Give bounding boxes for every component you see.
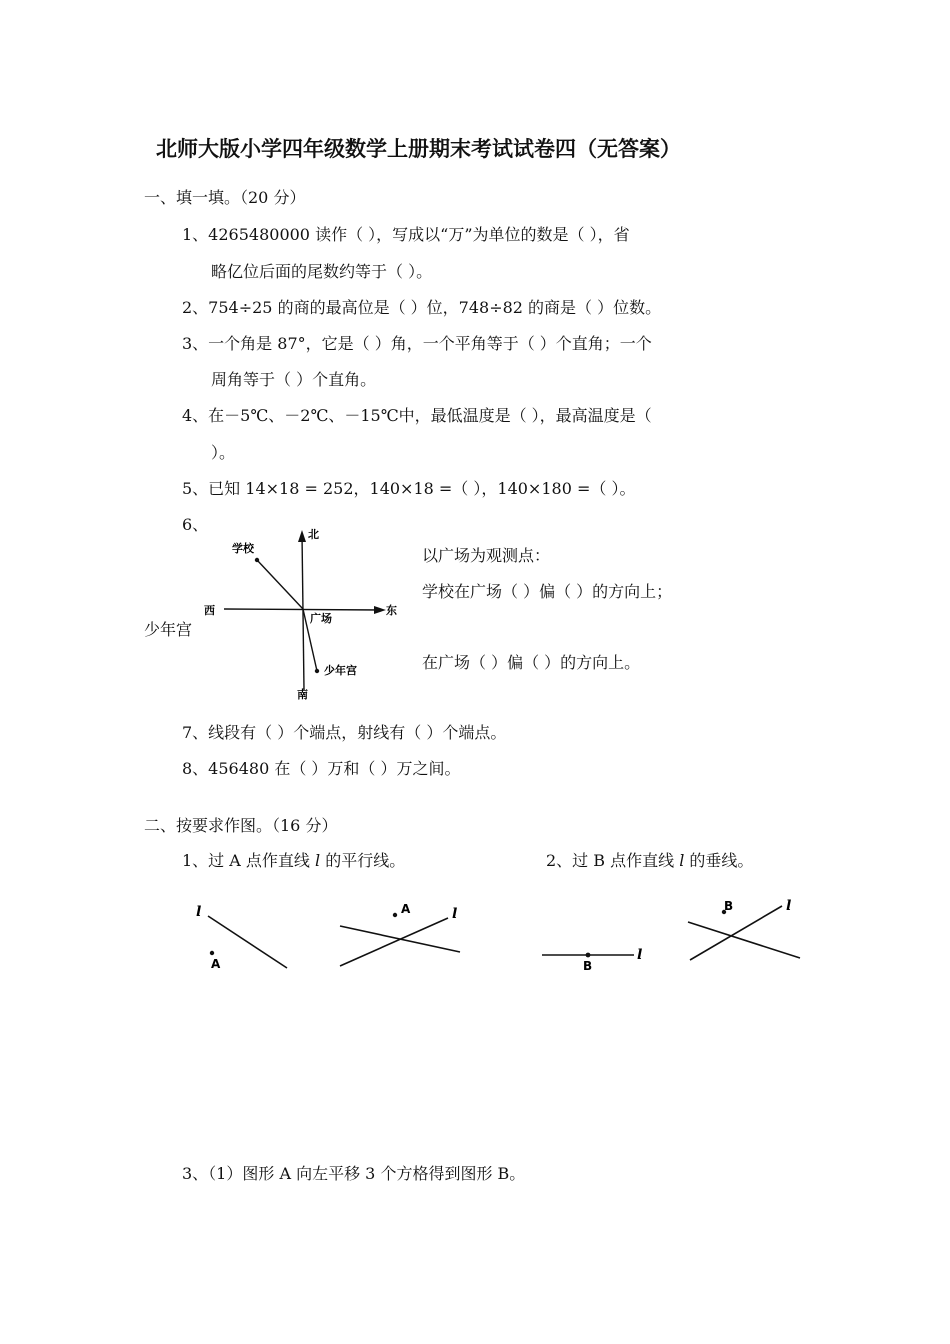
line-l-label: l: [452, 906, 458, 922]
drawing-question-3: 3、（1）图形 A 向左平移 3 个方格得到图形 B。: [182, 1164, 526, 1183]
point-a: [393, 913, 397, 917]
youth-palace-point: [315, 669, 319, 673]
section2-heading: 二、按要求作图。（16 分）: [144, 816, 338, 835]
question-8: 8、456480 在（ ）万和（ ）万之间。: [182, 759, 461, 778]
point-a: [210, 951, 214, 955]
line-l-label: l: [786, 898, 792, 914]
question-7: 7、线段有（ ）个端点，射线有（ ）个端点。: [182, 723, 507, 742]
east-label: 东: [386, 604, 397, 617]
section1-heading: 一、填一填。（20 分）: [144, 188, 306, 207]
question-3-line-2: 周角等于（ ）个直角。: [211, 370, 377, 389]
point-a-label: A: [401, 902, 411, 916]
figure-perpendicular-1: [536, 940, 656, 980]
question-4-line-2: ）。: [211, 443, 236, 462]
figure-parallel-2: [334, 892, 474, 972]
drawing-question-2: [546, 851, 753, 871]
compass-diagram: [200, 522, 400, 702]
line-symbol: l: [679, 851, 685, 870]
line-symbol: l: [315, 851, 321, 870]
line-l: [690, 906, 782, 960]
figure-perpendicular-2: [682, 892, 812, 972]
drawing-question-2-prefix: 2、过 B 点作直线: [546, 851, 680, 870]
drawing-question-1: [182, 851, 405, 871]
school-label: 学校: [232, 542, 254, 555]
line-l-label: l: [637, 947, 643, 963]
youth-palace-label: 少年宫: [324, 664, 357, 677]
line-l-label: l: [196, 904, 202, 920]
point-b-label: B: [583, 959, 593, 973]
question-5: 5、已知 14×18 = 252，140×18 =（ ），140×180 =（ ）。: [182, 479, 636, 498]
question-6-line-1: 学校在广场（ ）偏（ ）的方向上；: [422, 582, 673, 601]
north-arrow: [298, 530, 306, 542]
north-label: 北: [308, 528, 319, 541]
question-6-label: 6、: [182, 515, 209, 534]
school-point: [255, 558, 259, 562]
west-label: 西: [204, 604, 215, 617]
question-1-line-1: 1、4265480000 读作（ ），写成以“万”为单位的数是（ ），省: [182, 225, 630, 244]
school-ray: [257, 560, 303, 609]
south-label: 南: [297, 688, 308, 701]
drawing-question-1-suffix: 的平行线。: [320, 851, 406, 870]
question-3-line-1: 3、一个角是 87°，它是（ ）角，一个平角等于（ ）个直角；一个: [182, 334, 652, 353]
plaza-label: 广场: [310, 612, 332, 625]
line-l: [340, 918, 448, 966]
figure-parallel-1: [190, 896, 300, 976]
question-6-intro: 以广场为观测点：: [422, 546, 551, 565]
question-6-line-2: 在广场（ ）偏（ ）的方向上。: [422, 653, 641, 672]
question-4-line-1: 4、在－5℃、－2℃、－15℃中，最低温度是（ ），最高温度是（: [182, 406, 652, 425]
east-arrow: [374, 606, 386, 614]
question-6-side-label: 少年宫: [144, 620, 193, 639]
drawing-question-1-prefix: 1、过 A 点作直线: [182, 851, 315, 870]
drawing-question-2-suffix: 的垂线。: [684, 851, 754, 870]
point-a-label: A: [211, 957, 221, 971]
point-b: [586, 953, 591, 958]
point-b-label: B: [724, 899, 734, 913]
question-2: 2、754÷25 的商的最高位是（ ）位，748÷82 的商是（ ）位数。: [182, 298, 662, 317]
page-title: 北师大版小学四年级数学上册期末考试试卷四（无答案）: [156, 136, 681, 161]
question-1-line-2: 略亿位后面的尾数约等于（ ）。: [211, 262, 433, 281]
